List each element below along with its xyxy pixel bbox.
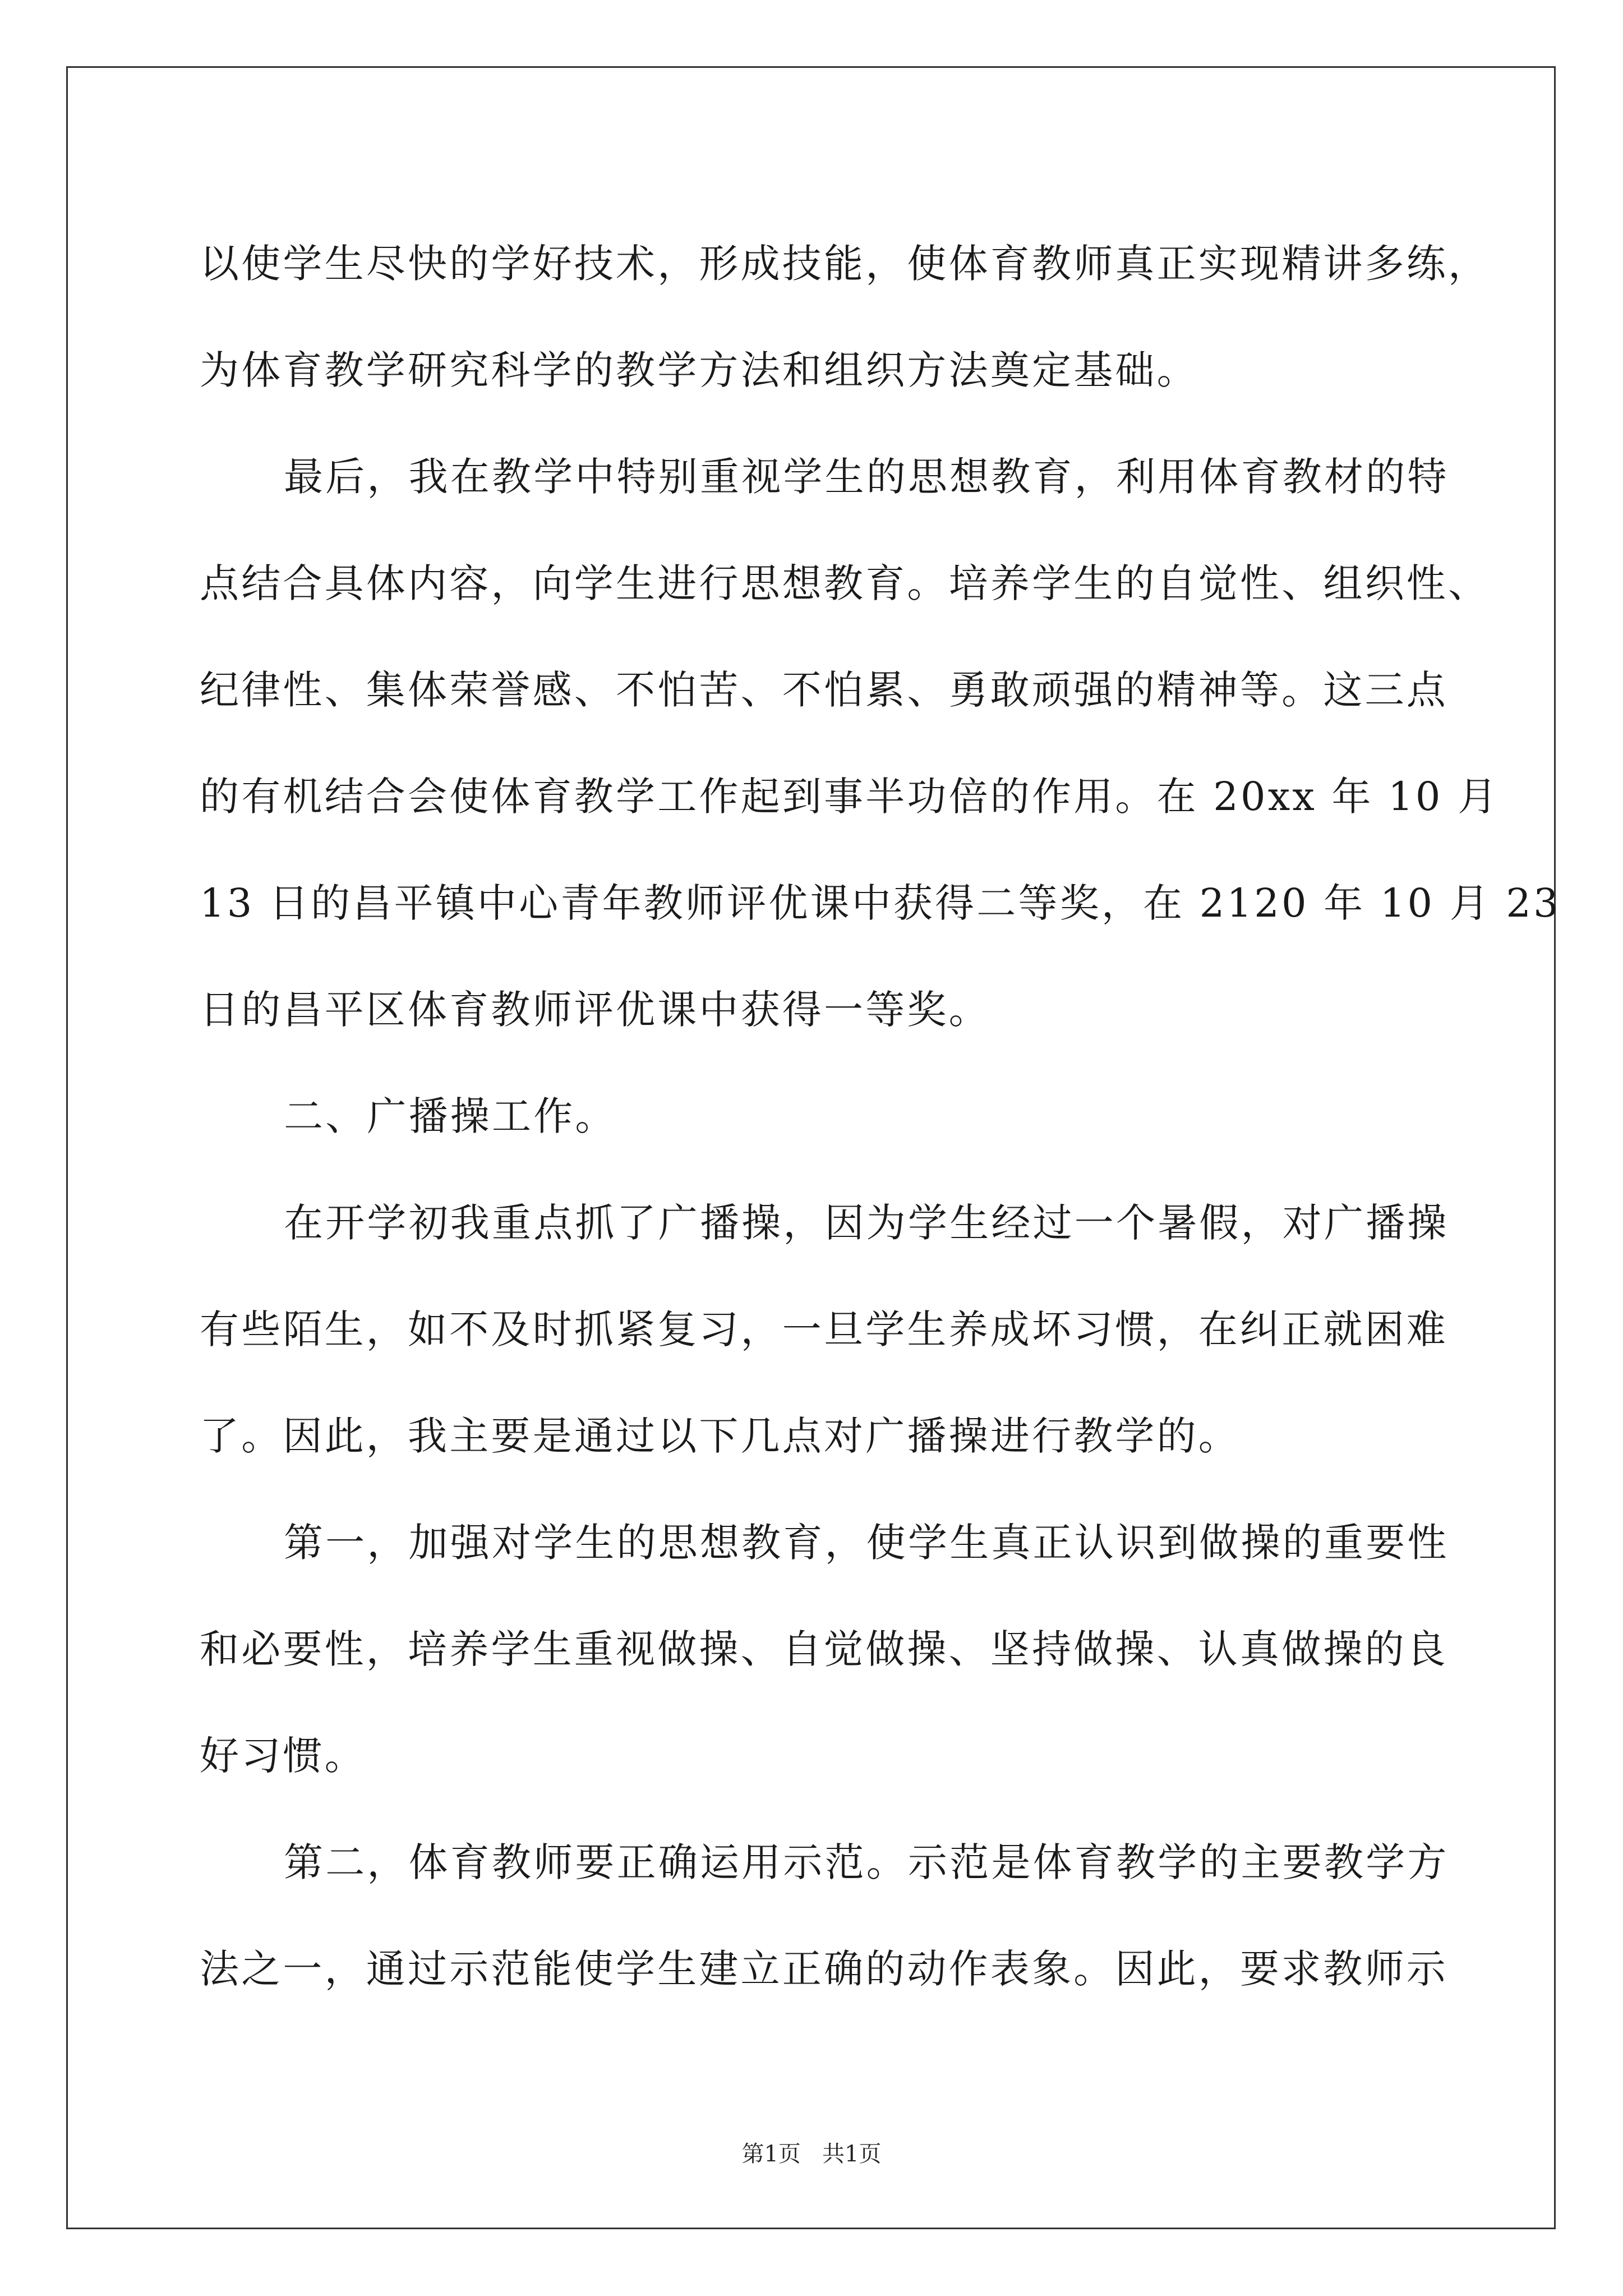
text-line: 13 日的昌平镇中心青年教师评优课中获得二等奖，在 2120 年 10 月 23 [200,880,1561,926]
text-line: 在开学初我重点抓了广播操，因为学生经过一个暑假，对广播操 [284,1200,1449,1246]
text-line: 最后，我在教学中特别重视学生的思想教育，利用体育教材的特 [284,454,1449,500]
section-heading: 二、广播操工作。 [284,1093,617,1139]
text-line: 好习惯。 [200,1733,366,1779]
text-line: 以使学生尽快的学好技术，形成技能，使体育教师真正实现精讲多练， [200,241,1490,287]
document-body [200,210,1561,2022]
text-line: 为体育教学研究科学的教学方法和组织方法奠定基础。 [200,347,1198,393]
text-line: 的有机结合会使体育教学工作起到事半功倍的作用。在 20xx 年 10 月 [200,774,1500,820]
text-line: 了。因此，我主要是通过以下几点对广播操进行教学的。 [200,1413,1240,1459]
text-line: 和必要性，培养学生重视做操、自觉做操、坚持做操、认真做操的良 [200,1626,1448,1672]
text-line: 点结合具体内容，向学生进行思想教育。培养学生的自觉性、组织性、 [200,560,1490,606]
page-footer: 第1页 共1页 [741,2141,882,2167]
text-line: 有些陌生，如不及时抓紧复习，一旦学生养成坏习惯，在纠正就困难 [200,1306,1448,1352]
text-line: 日的昌平区体育教师评优课中获得一等奖。 [200,987,990,1033]
text-line: 第一，加强对学生的思想教育，使学生真正认识到做操的重要性 [284,1520,1449,1566]
text-line: 纪律性、集体荣誉感、不怕苦、不怕累、勇敢顽强的精神等。这三点 [200,667,1448,713]
text-line: 法之一，通过示范能使学生建立正确的动作表象。因此，要求教师示 [200,1946,1448,1992]
text-line: 第二，体育教师要正确运用示范。示范是体育教学的主要教学方 [284,1839,1449,1885]
